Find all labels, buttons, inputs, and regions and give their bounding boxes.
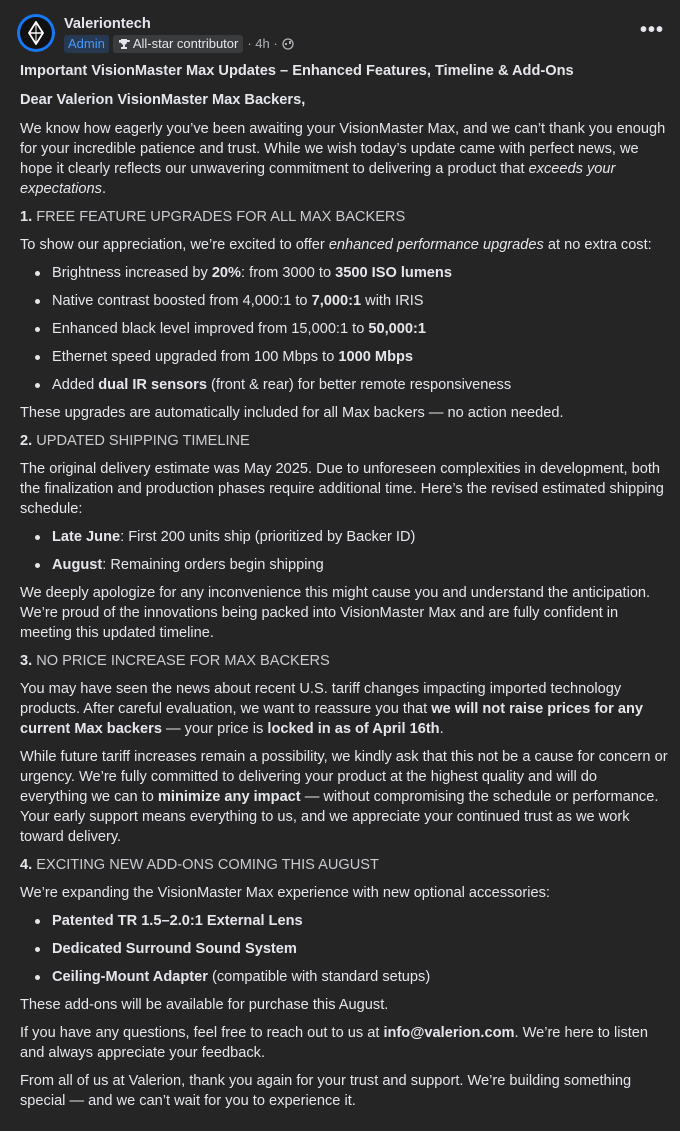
trophy-icon [118,38,130,50]
list-item: Late June: First 200 units ship (prioritized by Backer ID) [52,527,668,547]
post-time[interactable]: · 4h · [247,36,278,51]
section-1-outro: These upgrades are automatically included for all Max backers — no action needed. [20,405,564,421]
avatar[interactable] [17,14,55,52]
privacy-globe-icon [282,38,294,50]
closing-paragraph: From all of us at Valerion, thank you again for your trust and support. We’re building something special — and we can’t wait for you to experience it. [20,1073,632,1109]
section-1-heading: 1. FREE FEATURE UPGRADES FOR ALL MAX BACKERS [20,209,406,225]
list-item: Patented TR 1.5–2.0:1 External Lens [52,911,668,931]
post-title: Important VisionMaster Max Updates – Enhanced Features, Timeline & Add-Ons [20,63,574,79]
contact-email-link[interactable]: info@valerion.com [383,1025,515,1041]
list-item: Ethernet speed upgraded from 100 Mbps to 1000 Mbps [52,347,668,367]
upgrades-list [20,263,668,395]
list-item: August: Remaining orders begin shipping [52,555,668,575]
admin-badge[interactable]: Admin [64,35,109,53]
valerion-logo-icon [20,17,52,49]
section-1-intro: To show our appreciation, we’re excited to offer enhanced performance upgrades at no extra cost: [20,237,652,253]
section-4-heading: 4. EXCITING NEW ADD-ONS COMING THIS AUGUST [20,857,379,873]
addons-list [20,911,668,987]
list-item: Native contrast boosted from 4,000:1 to 7,000:1 with IRIS [52,291,668,311]
section-4-outro: These add-ons will be available for purchase this August. [20,997,389,1013]
intro-paragraph: We know how eagerly you’ve been awaiting your VisionMaster Max, and we can’t thank you enough for your incredible patience and trust. While we wish today’s update came with perfect news, we hope it clearly reflects our unwavering commitment to delivering a product that exceeds your expectations. [20,121,666,197]
list-item: Ceiling-Mount Adapter (compatible with standard setups) [52,967,668,987]
post-body [20,61,668,1119]
list-item: Brightness increased by 20%: from 3000 to 3500 ISO lumens [52,263,668,283]
list-item: Enhanced black level improved from 15,000:1 to 50,000:1 [52,319,668,339]
section-3-heading: 3. NO PRICE INCREASE FOR MAX BACKERS [20,653,330,669]
post-greeting: Dear Valerion VisionMaster Max Backers, [20,92,306,108]
contact-paragraph: If you have any questions, feel free to reach out to us at info@valerion.com. We’re here to listen and always appreciate your feedback. [20,1025,649,1061]
section-3-paragraph-1: You may have seen the news about recent U.S. tariff changes impacting imported technology products. After careful evaluation, we want to reassure you that we will not raise prices for any current Max backers — your price is locked in as of April 16th. [20,681,643,737]
author-name[interactable]: Valeriontech [64,16,151,32]
list-item: Added dual IR sensors (front & rear) for better remote responsiveness [52,375,668,395]
section-2-apology: We deeply apologize for any inconvenience this might cause you and understand the anticipation. We’re proud of the innovations being packed into VisionMaster Max and are fully confident in meeting this updated timeline. [20,585,651,641]
contributor-badge[interactable] [113,35,243,53]
section-2-heading: 2. UPDATED SHIPPING TIMELINE [20,433,250,449]
shipping-list [20,527,668,575]
section-4-intro: We’re expanding the VisionMaster Max experience with new optional accessories: [20,885,550,901]
post-meta [64,34,294,54]
section-2-paragraph: The original delivery estimate was May 2025. Due to unforeseen complexities in development, both the finalization and production phases require additional time. Here’s the revised estimated shipping schedule: [20,461,664,517]
contributor-label: All-star contributor [132,36,239,51]
section-3-paragraph-2: While future tariff increases remain a possibility, we kindly ask that this not be a cause for concern or urgency. We’re fully committed to delivering your product at the highest quality and will do everything we can to minimize any impact — without compromising the schedule or performance. Your early support means everything to us, and we appreciate your continued trust as we work toward delivery. [20,749,668,845]
more-options-icon[interactable]: ••• [639,19,664,41]
list-item: Dedicated Surround Sound System [52,939,668,959]
post-header [17,12,668,56]
